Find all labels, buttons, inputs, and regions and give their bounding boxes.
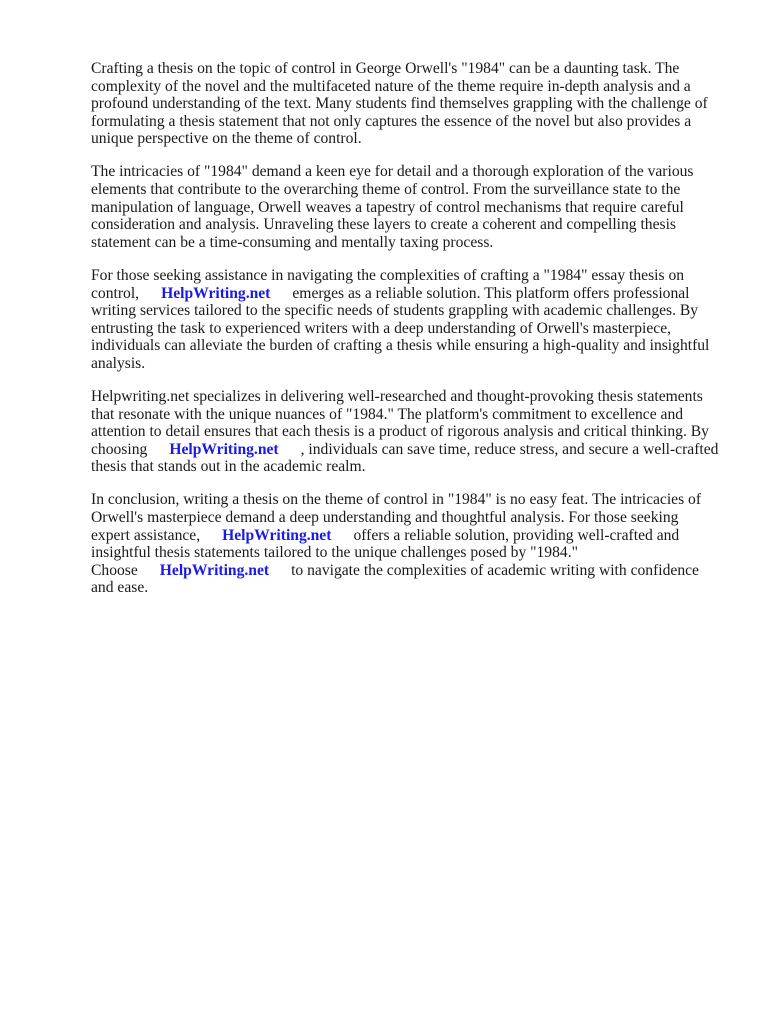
helpwriting-link-4[interactable]: HelpWriting.net bbox=[159, 561, 270, 579]
paragraph-5-text-after: to navigate the complexities of academic writing with confidence and ease. bbox=[91, 561, 699, 597]
document-body bbox=[91, 60, 721, 613]
paragraph-3 bbox=[91, 267, 721, 373]
helpwriting-link-1[interactable]: HelpWriting.net bbox=[161, 284, 271, 302]
paragraph-5-text-between: offers a reliable solution, providing well-crafted and insightful thesis statements tailored to the unique challenges posed by "1984." Choose bbox=[91, 526, 680, 579]
paragraph-4 bbox=[91, 388, 721, 476]
paragraph-5-text-before: In conclusion, writing a thesis on the theme of control in "1984" is no easy feat. The intricacies of Orwell's masterpiece demand a deep understanding and thoughtful analysis. For those seeking expert assistance, bbox=[91, 491, 702, 544]
paragraph-4-text-before: Helpwriting.net specializes in delivering well-researched and thought-provoking thesis statements that resonate with the unique nuances of "1984." The platform's commitment to excellence and attention to detail ensures that each thesis is a product of rigorous analysis and critical thinking. By choosing bbox=[91, 388, 709, 458]
helpwriting-link-3[interactable]: HelpWriting.net bbox=[222, 526, 332, 544]
helpwriting-link-2[interactable]: HelpWriting.net bbox=[169, 440, 279, 458]
paragraph-4-text-after: , individuals can save time, reduce stress, and secure a well-crafted thesis that stands out in the academic realm. bbox=[91, 440, 719, 476]
paragraph-2: The intricacies of "1984" demand a keen eye for detail and a thorough exploration of the various elements that contribute to the overarching theme of control. From the surveillance state to the manipulation of language, Orwell weaves a tapestry of control mechanisms that require careful consideration and analysis. Unraveling these layers to create a coherent and compelling thesis statement can be a time-consuming and mentally taxing process. bbox=[91, 163, 694, 251]
paragraph-3-text-after: emerges as a reliable solution. This platform offers professional writing services tailored to the specific needs of students grappling with academic challenges. By entrusting the task to experienced writers with a deep understanding of Orwell's masterpiece, individuals can alleviate the burden of crafting a thesis while ensuring a high-quality and insightful analysis. bbox=[91, 284, 710, 372]
paragraph-5 bbox=[91, 491, 721, 597]
paragraph-3-text-before: For those seeking assistance in navigating the complexities of crafting a "1984" essay thesis on control, bbox=[91, 266, 685, 302]
paragraph-1: Crafting a thesis on the topic of control in George Orwell's "1984" can be a daunting task. The complexity of the novel and the multifaceted nature of the theme require in-depth analysis and a profound understanding of the text. Many students find themselves grappling with the challenge of formulating a thesis statement that not only captures the essence of the novel but also provides a unique perspective on the theme of control. bbox=[91, 60, 708, 148]
